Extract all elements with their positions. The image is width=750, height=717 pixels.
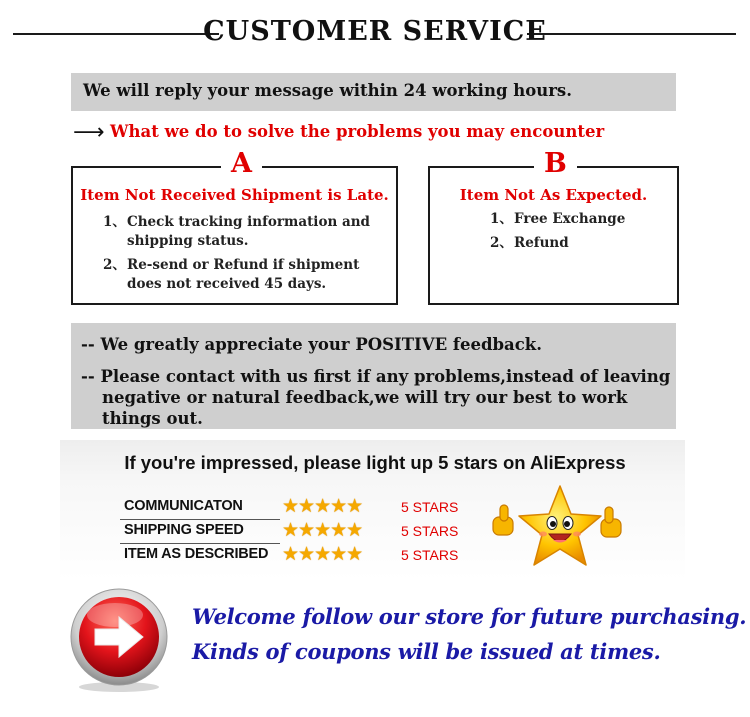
coupons-text: Kinds of coupons will be issued at times. [192, 639, 661, 664]
rating-label: SHIPPING SPEED [124, 522, 244, 538]
row-divider [120, 519, 280, 520]
feedback-line-1: -- We greatly appreciate your POSITIVE feedback. [81, 335, 542, 354]
box-a-letter: A [221, 148, 262, 180]
row-divider [120, 543, 280, 544]
list-item: 1、Check tracking information and shipping status. [103, 214, 370, 249]
box-b-list [490, 210, 625, 258]
rating-status: 5 STARS [401, 523, 459, 539]
box-a-title: Item Not Received Shipment is Late. [80, 186, 389, 204]
box-a [71, 148, 398, 305]
rating-status: 5 STARS [401, 547, 459, 563]
reply-notice-text: We will reply your message within 24 working hours. [83, 81, 572, 100]
feedback-bar [71, 323, 676, 429]
follow-store-arrow-icon[interactable] [63, 583, 175, 695]
arrow-right-icon: ⟶ [73, 120, 105, 145]
box-b [428, 148, 679, 305]
box-a-list [103, 213, 370, 299]
list-item: 1、Free Exchange [490, 211, 626, 227]
list-item: 2、Refund [490, 235, 569, 251]
rating-heading: If you're impressed, please light up 5 stars on AliExpress [124, 452, 626, 473]
reply-notice-bar [71, 73, 676, 111]
box-b-title: Item Not As Expected. [459, 186, 648, 204]
rating-label: ITEM AS DESCRIBED [124, 546, 269, 562]
star-rating-icon: ★★★★★ [282, 495, 363, 517]
happy-star-mascot-icon [485, 483, 635, 573]
star-rating-icon: ★★★★★ [282, 519, 363, 541]
welcome-text: Welcome follow our store for future purchasing. [192, 604, 747, 629]
feedback-line-2: -- Please contact with us first if any problems,instead of leaving negative or natural feedback,we will try our best to work things out. [81, 367, 671, 428]
box-b-letter: B [534, 148, 577, 180]
rating-status: 5 STARS [401, 499, 459, 515]
list-item: 2、Re-send or Refund if shipment does not received 45 days. [103, 257, 360, 292]
problems-heading: What we do to solve the problems you may encounter [110, 122, 605, 141]
star-rating-icon: ★★★★★ [282, 543, 363, 565]
page-title: CUSTOMER SERVICE [203, 16, 547, 47]
rating-label: COMMUNICATON [124, 498, 243, 514]
